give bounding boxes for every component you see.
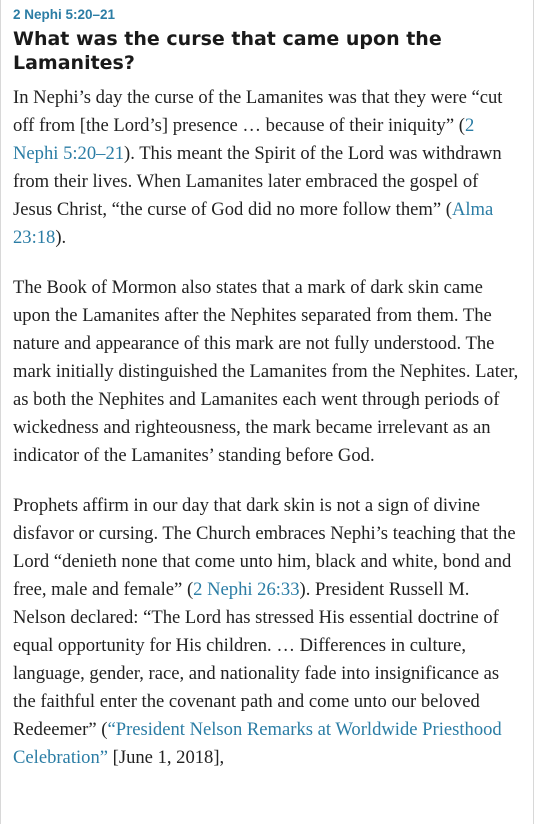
paragraph-curse — [13, 84, 521, 252]
scripture-link-2-nephi-5[interactable]: 2 Nephi 5:20–21 — [13, 115, 475, 164]
scripture-link-2-nephi-26[interactable]: 2 Nephi 26:33 — [193, 579, 300, 600]
paragraph-text: ). President Russell M. Nelson declared: “The Lord has stressed His essential doctrine of equal opportunity for His children. … Differences in culture, language, gender, race, and nationality fade into insignificance as the faithful enter the covenant path and come unto our beloved Redeemer” ( — [13, 579, 500, 740]
scripture-link-alma-23[interactable]: Alma 23:18 — [13, 199, 494, 248]
paragraph-text: [June 1, 2018], — [108, 747, 225, 768]
article-link-nelson-remarks[interactable]: “President Nelson Remarks at Worldwide Priesthood Celebration” — [13, 719, 502, 768]
scripture-reference-link[interactable]: 2 Nephi 5:20–21 — [13, 7, 116, 22]
paragraph-text: In Nephi’s day the curse of the Lamanites was that they were “cut off from [the Lord’s] presence … because of their iniquity” ( — [13, 87, 503, 136]
paragraph-text: ). — [55, 227, 67, 248]
paragraph-text: Prophets affirm in our day that dark skin is not a sign of divine disfavor or cursing. The Church embraces Nephi’s teaching that the Lord “denieth none that come unto him, black and white, bond and free, male and female” ( — [13, 495, 516, 600]
section-title: What was the curse that came upon the Lamanites? — [13, 28, 442, 74]
paragraph-mark: The Book of Mormon also states that a mark of dark skin came upon the Lamanites after the Nephites separated from them. The nature and appearance of this mark are not fully understood. The mark initially distinguished the Lamanites from the Nephites. Later, as both the Nephites and Lamanites each went through periods of wickedness and righteousness, the mark became irrelevant as an indicator of the Lamanites’ standing before God. — [13, 277, 519, 466]
paragraph-text: ). This meant the Spirit of the Lord was withdrawn from their lives. When Lamanites later embraced the gospel of Jesus Christ, “the curse of God did no more follow them” ( — [13, 143, 502, 220]
paragraph-prophets — [13, 492, 521, 772]
